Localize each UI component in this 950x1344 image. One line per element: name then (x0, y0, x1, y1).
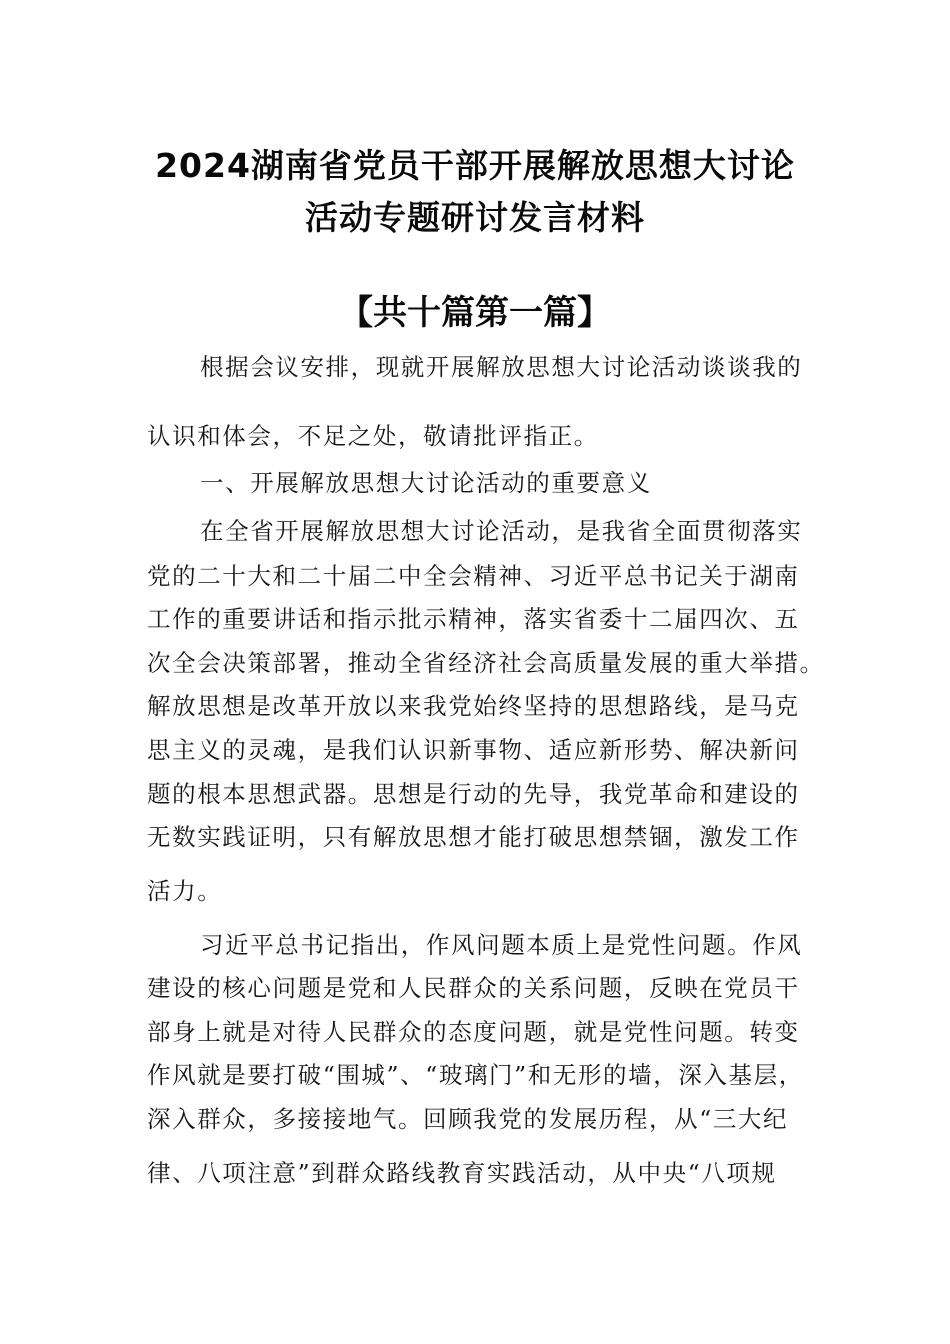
section-heading: 【共十篇第一篇】 (339, 293, 611, 333)
body-line: 无数实践证明，只有解放思想才能打破思想禁锢，激发工作 (147, 823, 800, 851)
body-line: 认识和体会，不足之处，敬请批评指正。 (147, 422, 599, 450)
body-line: 根据会议安排，现就开展解放思想大讨论活动谈谈我的 (200, 353, 803, 381)
body-line: 深入群众，多接接地气。回顾我党的发展历程，从“三大纪 (147, 1105, 789, 1133)
body-line: 党的二十大和二十届二中全会精神、习近平总书记关于湖南 (147, 562, 800, 590)
body-line: 活力。 (147, 877, 223, 905)
body-line: 律、八项注意”到群众路线教育实践活动，从中央“八项规 (147, 1159, 777, 1187)
body-line: 解放思想是改革开放以来我党始终坚持的思想路线，是马克 (147, 692, 800, 720)
document-title-line-2: 活动专题研讨发言材料 (305, 198, 645, 237)
body-line: 作风就是要打破“围城”、“玻璃门”和无形的墙，深入基层， (147, 1061, 804, 1089)
body-line: 次全会决策部署，推动全省经济社会高质量发展的重大举措。 (147, 649, 825, 677)
body-line: 思主义的灵魂，是我们认识新事物、适应新形势、解决新问 (147, 736, 800, 764)
body-line: 部身上就是对待人民群众的态度问题，就是党性问题。转变 (147, 1018, 800, 1046)
document-title-line-1: 2024湖南省党员干部开展解放思想大讨论 (155, 146, 795, 185)
body-line: 在全省开展解放思想大讨论活动，是我省全面贯彻落实 (200, 517, 803, 545)
body-line: 工作的重要讲话和指示批示精神，落实省委十二届四次、五 (147, 605, 800, 633)
body-line: 建设的核心问题是党和人民群众的关系问题，反映在党员干 (147, 974, 800, 1002)
section-subheading: 一、开展解放思想大讨论活动的重要意义 (200, 469, 652, 497)
body-line: 题的根本思想武器。思想是行动的先导，我党革命和建设的 (147, 780, 800, 808)
body-line: 习近平总书记指出，作风问题本质上是党性问题。作风 (200, 931, 803, 959)
